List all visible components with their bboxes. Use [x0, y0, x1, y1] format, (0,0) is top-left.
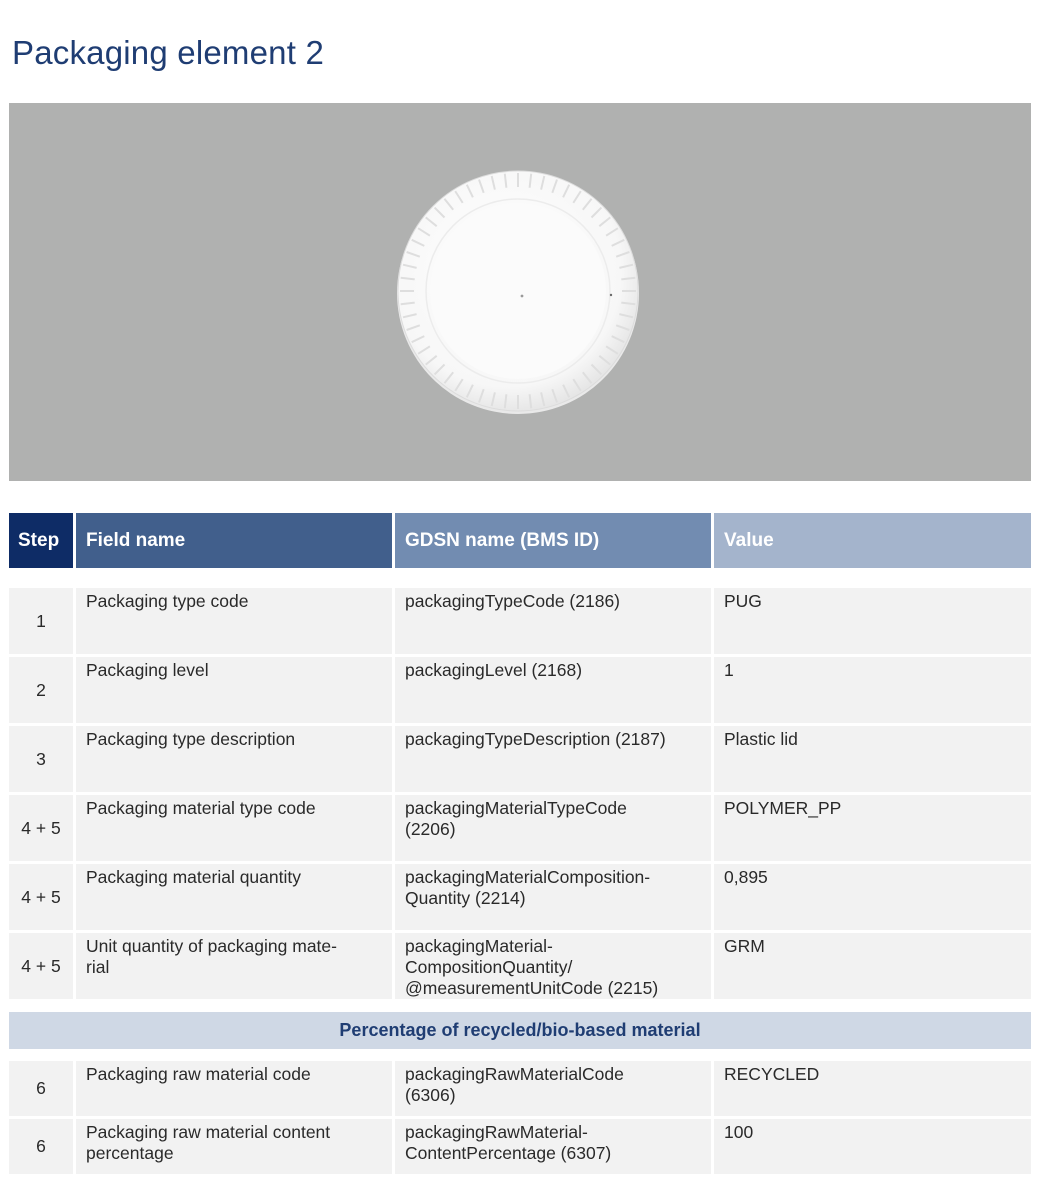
- section-heading: Percentage of recycled/bio-based material: [9, 1012, 1031, 1049]
- table-row: [9, 657, 1031, 723]
- field-name-cell: Packaging material type code: [76, 795, 392, 861]
- step-cell: 3: [9, 726, 73, 792]
- step-cell: 4 + 5: [9, 864, 73, 930]
- table-row: [9, 933, 1031, 999]
- gdsn-name-cell: packagingRawMaterial- ContentPercentage (6307): [395, 1119, 711, 1174]
- gdsn-name-cell: packagingRawMaterialCode (6306): [395, 1061, 711, 1116]
- column-header-field-name: Field name: [76, 513, 392, 568]
- step-cell: 2: [9, 657, 73, 723]
- table-row: [9, 726, 1031, 792]
- field-name-cell: Packaging material quantity: [76, 864, 392, 930]
- value-cell: RECYCLED: [714, 1061, 1031, 1116]
- value-cell: PUG: [714, 588, 1031, 654]
- product-photo: [9, 103, 1031, 481]
- gdsn-name-cell: packagingLevel (2168): [395, 657, 711, 723]
- gdsn-name-cell: packagingMaterialTypeCode (2206): [395, 795, 711, 861]
- value-cell: 100: [714, 1119, 1031, 1174]
- column-header-step: Step: [9, 513, 73, 568]
- value-cell: 0,895: [714, 864, 1031, 930]
- gdsn-name-cell: packagingTypeDescription (2187): [395, 726, 711, 792]
- table-row: [9, 588, 1031, 654]
- step-cell: 1: [9, 588, 73, 654]
- field-name-cell: Packaging type code: [76, 588, 392, 654]
- table-row: [9, 1061, 1031, 1116]
- gdsn-name-cell: packagingMaterial- CompositionQuantity/ @measurementUnitCode (2215): [395, 933, 711, 999]
- column-header-gdsn-name: GDSN name (BMS ID): [395, 513, 711, 568]
- step-cell: 6: [9, 1061, 73, 1116]
- value-cell: GRM: [714, 933, 1031, 999]
- step-cell: 4 + 5: [9, 795, 73, 861]
- step-cell: 4 + 5: [9, 933, 73, 999]
- column-header-value: Value: [714, 513, 1031, 568]
- lid-icon: [9, 103, 1031, 481]
- gdsn-name-cell: packagingTypeCode (2186): [395, 588, 711, 654]
- value-cell: POLYMER_PP: [714, 795, 1031, 861]
- step-cell: 6: [9, 1119, 73, 1174]
- field-name-cell: Packaging raw material content percentage: [76, 1119, 392, 1174]
- field-name-cell: Packaging level: [76, 657, 392, 723]
- value-cell: 1: [714, 657, 1031, 723]
- table-row: [9, 1119, 1031, 1174]
- value-cell: Plastic lid: [714, 726, 1031, 792]
- table-row: [9, 864, 1031, 930]
- field-name-cell: Packaging raw material code: [76, 1061, 392, 1116]
- page-title: Packaging element 2: [12, 34, 324, 71]
- gdsn-name-cell: packagingMaterialComposition- Quantity (2214): [395, 864, 711, 930]
- field-name-cell: Packaging type description: [76, 726, 392, 792]
- field-name-cell: Unit quantity of packaging mate- rial: [76, 933, 392, 999]
- table-row: [9, 795, 1031, 861]
